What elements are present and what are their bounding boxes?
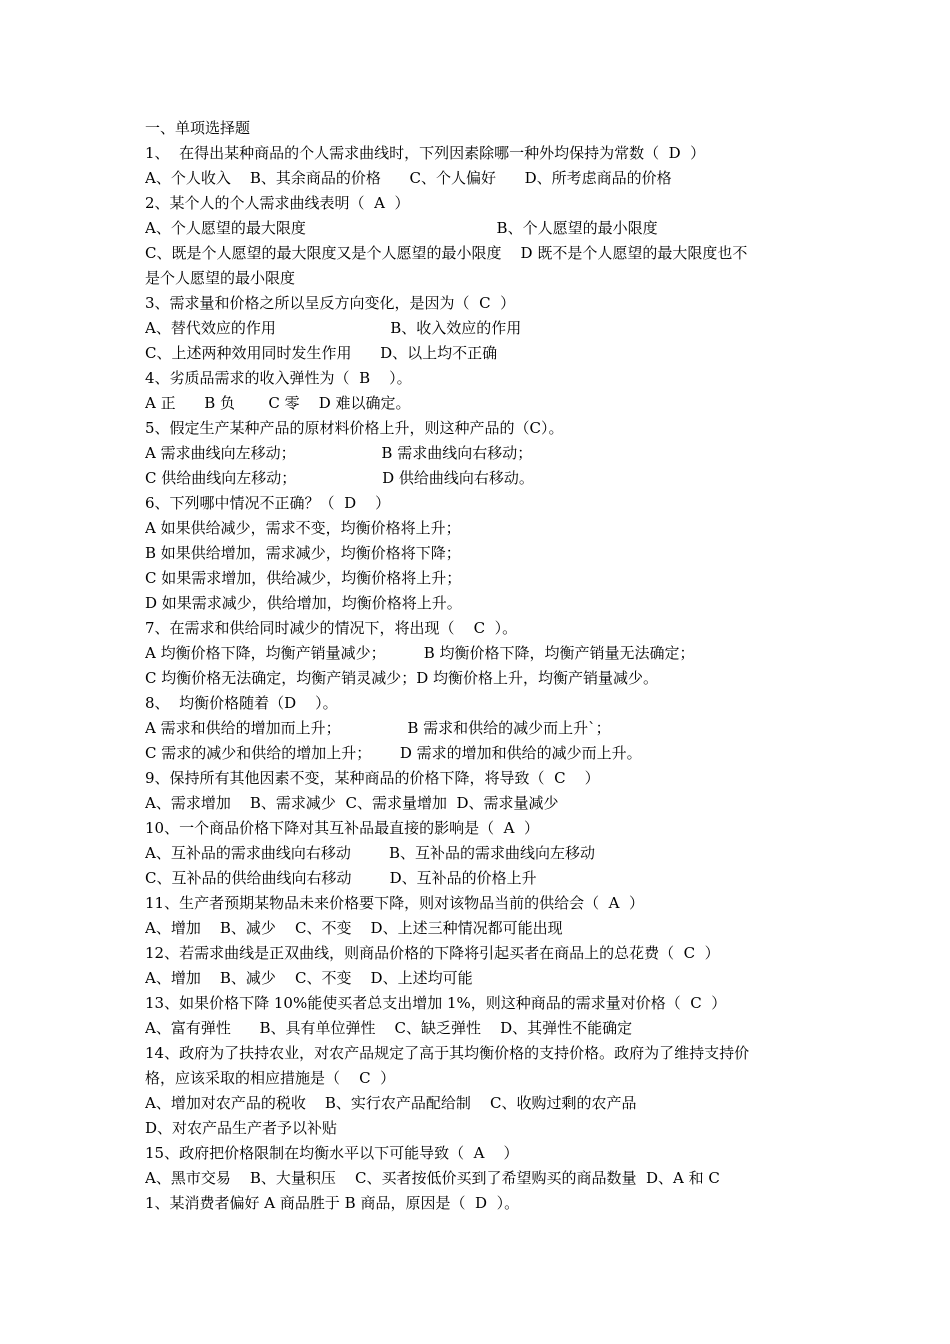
text-line: A、增加 B、减少 C、不变 D、上述均可能 xyxy=(145,969,473,987)
text-line: 3、需求量和价格之所以呈反方向变化，是因为（ C ） xyxy=(145,294,516,312)
text-line: A 需求和供给的增加而上升； B 需求和供给的减少而上升`； xyxy=(145,719,611,737)
text-line: 8、 均衡价格随着（D ）。 xyxy=(145,694,338,712)
text-line: 11、生产者预期某物品未来价格要下降，则对该物品当前的供给会（ A ） xyxy=(145,894,644,912)
text-line: A 均衡价格下降，均衡产销量减少； B 均衡价格下降，均衡产销量无法确定； xyxy=(145,644,695,662)
text-line: 10、一个商品价格下降对其互补品最直接的影响是（ A ） xyxy=(145,819,539,837)
text-line: C 均衡价格无法确定，均衡产销灵减少；D 均衡价格上升，均衡产销量减少。 xyxy=(145,669,659,687)
text-line: 5、假定生产某种产品的原材料价格上升，则这种产品的（C）。 xyxy=(145,419,564,437)
text-line: 1、某消费者偏好 A 商品胜于 B 商品，原因是（ D ）。 xyxy=(145,1194,520,1212)
text-line: C、上述两种效用同时发生作用 D、以上均不正确 xyxy=(145,344,498,362)
text-line: 9、保持所有其他因素不变，某种商品的价格下降，将导致（ C ） xyxy=(145,769,600,787)
text-line: C 如果需求增加，供给减少，均衡价格将上升； xyxy=(145,569,462,587)
text-line: A、互补品的需求曲线向右移动 B、互补品的需求曲线向左移动 xyxy=(145,844,596,862)
text-line: 15、政府把价格限制在均衡水平以下可能导致（ A ） xyxy=(145,1144,519,1162)
text-line: C 需求的减少和供给的增加上升； D 需求的增加和供给的减少而上升。 xyxy=(145,744,642,762)
text-line: 13、如果价格下降 10%能使买者总支出增加 1%，则这种商品的需求量对价格（ C ） xyxy=(145,994,727,1012)
text-line: A、增加对农产品的税收 B、实行农产品配给制 C、收购过剩的农产品 xyxy=(145,1094,637,1112)
document-page xyxy=(145,116,815,1216)
text-line: 格，应该采取的相应措施是（ C ） xyxy=(145,1069,396,1087)
text-line: A 如果供给减少，需求不变，均衡价格将上升； xyxy=(145,519,461,537)
text-line: 是个人愿望的最小限度 xyxy=(145,269,296,287)
text-line: A 正 B 负 C 零 D 难以确定。 xyxy=(145,394,411,412)
text-line: A、个人愿望的最大限度 B、个人愿望的最小限度 xyxy=(145,219,658,237)
text-line: 2、某个人的个人需求曲线表明（ A ） xyxy=(145,194,410,212)
text-line: D、对农产品生产者予以补贴 xyxy=(145,1119,338,1137)
text-line: C、互补品的供给曲线向右移动 D、互补品的价格上升 xyxy=(145,869,537,887)
text-line: A、个人收入 B、其余商品的价格 C、个人偏好 D、所考虑商品的价格 xyxy=(145,169,672,187)
text-line: 12、若需求曲线是正双曲线，则商品价格的下降将引起买者在商品上的总花费（ C ） xyxy=(145,944,720,962)
text-line: A、黑市交易 B、大量积压 C、买者按低价买到了希望购买的商品数量 D、A 和 C xyxy=(145,1169,720,1187)
text-line: C 供给曲线向左移动； D 供给曲线向右移动。 xyxy=(145,469,534,487)
text-line: C、既是个人愿望的最大限度又是个人愿望的最小限度 D 既不是个人愿望的最大限度也不 xyxy=(145,244,748,262)
section-title: 一、单项选择题 xyxy=(145,119,251,137)
text-line: D 如果需求减少，供给增加，均衡价格将上升。 xyxy=(145,594,462,612)
text-line: A、富有弹性 B、具有单位弹性 C、缺乏弹性 D、其弹性不能确定 xyxy=(145,1019,633,1037)
text-line: 4、劣质品需求的收入弹性为（ B ）。 xyxy=(145,369,412,387)
text-line: A 需求曲线向左移动； B 需求曲线向右移动； xyxy=(145,444,533,462)
text-line: 14、政府为了扶持农业，对农产品规定了高于其均衡价格的支持价格。政府为了维持支持价 xyxy=(145,1044,750,1062)
text-line: A、增加 B、减少 C、不变 D、上述三种情况都可能出现 xyxy=(145,919,563,937)
question-list xyxy=(145,141,815,1216)
text-line: A、需求增加 B、需求减少 C、需求量增加 D、需求量减少 xyxy=(145,794,559,812)
text-line: 1、 在得出某种商品的个人需求曲线时，下列因素除哪一种外均保持为常数（ D ） xyxy=(145,144,706,162)
text-line: 6、下列哪中情况不正确？（ D ） xyxy=(145,494,391,512)
text-line: B 如果供给增加，需求减少，均衡价格将下降； xyxy=(145,544,461,562)
text-line: 7、在需求和供给同时减少的情况下，将出现（ C ）。 xyxy=(145,619,518,637)
text-line: A、替代效应的作用 B、收入效应的作用 xyxy=(145,319,522,337)
